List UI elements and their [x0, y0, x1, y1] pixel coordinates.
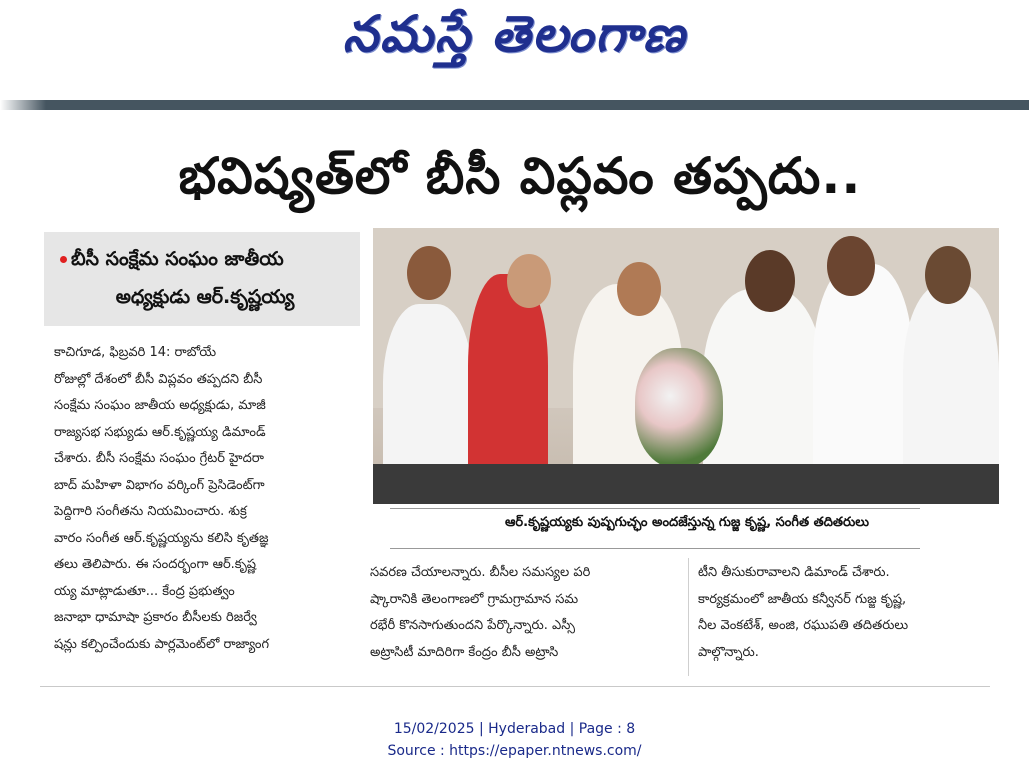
column-1-line: తలు తెలిపారు. ఈ సందర్భంగా ఆర్‌.కృష్ణ: [54, 557, 257, 572]
column-1-line: కాచిగూడ, ఫిబ్రవరి 14: రాబోయే: [54, 345, 217, 360]
caption-rule-bottom: [390, 548, 920, 549]
bouquet: [635, 348, 723, 468]
column-2-line: ష్కారానికి తెలంగాణలో గ్రామగ్రామాన సమ: [370, 591, 579, 607]
column-1-line: రాజ్యసభ సభ్యుడు ఆర్‌.కృష్ణయ్య డిమాండ్‌: [54, 424, 266, 440]
article-column-3: [698, 560, 998, 666]
photo-head: [407, 246, 451, 300]
column-3-line: పాల్గొన్నారు.: [698, 644, 759, 660]
bottom-rule: [40, 686, 990, 687]
column-1-line: య్య మాట్లాడుతూ... కేంద్ర ప్రభుత్వం: [54, 583, 235, 599]
page-footer: [0, 718, 1029, 762]
column-3-line: కార్యక్రమంలో జాతీయ కన్వీనర్‌ గుజ్జ కృష్ణ,: [698, 591, 907, 607]
bullet-icon: [60, 256, 67, 263]
column-1-line: చేశారు. బీసీ సంక్షేమ సంఘం గ్రేటర్‌ హైదరా: [54, 451, 264, 466]
photo-head: [745, 250, 795, 312]
newspaper-logo: నమస్తే తెలంగాణ: [342, 4, 687, 63]
caption-rule-top: [390, 508, 920, 509]
column-3-line: టీని తీసుకురావాలని డిమాండ్‌ చేశారు.: [698, 565, 890, 580]
column-2-line: అట్రాసిటీ మాదిరిగా కేంద్రం బీసీ అట్రాసి: [370, 644, 559, 660]
subheadline-line-2: అధ్యక్షుడు ఆర్‌.కృష్ణయ్య: [115, 286, 295, 308]
edition-info: 15/02/2025 | Hyderabad | Page : 8: [393, 721, 636, 737]
subheadline-box: [44, 232, 360, 326]
article-column-2: [370, 560, 675, 666]
column-1-line: సంక్షేమ సంఘం జాతీయ అధ్యక్షుడు, మాజీ: [54, 398, 266, 413]
column-1-line: రోజుల్లో దేశంలో బీసీ విప్లవం తప్పదని బీసీ: [54, 371, 263, 387]
column-3-line: నీల వెంకటేశ్‌, అంజి, రఘుపతి తదితరులు: [698, 618, 909, 633]
column-2-line: రభేరీ కొనసాగుతుందని పేర్కొన్నారు. ఎస్సీ: [370, 618, 576, 633]
photo-head: [617, 262, 661, 316]
photo-head: [827, 236, 875, 296]
column-2-line: సవరణ చేయాలన్నారు. బీసీల సమస్యల పరి: [370, 565, 591, 580]
article-column-1: [54, 340, 350, 658]
column-divider: [688, 558, 689, 676]
subheadline-line-1: [60, 240, 350, 278]
subheadline-text-1: బీసీ సంక్షేమ సంఘం జాతీయ: [71, 248, 284, 270]
masthead: [0, 0, 1029, 100]
article-headline: భవిష్యత్‌లో బీసీ విప్లవం తప్పదు..: [178, 147, 862, 205]
news-photo: [373, 228, 999, 504]
top-rule: [0, 100, 1029, 110]
column-1-line: వారం సంగీత ఆర్‌.కృష్ణయ్యను కలిసి కృతజ్ఞ: [54, 530, 269, 546]
top-rule-fade: [0, 100, 46, 110]
column-1-line: జనాభా ధామాషా ప్రకారం బీసీలకు రిజర్వే: [54, 610, 257, 625]
photo-caption: ఆర్‌.కృష్ణయ్యకు పుష్పగుచ్ఛం అందజేస్తున్న గుజ్జ కృష్ణ, సంగీత తదితరులు: [505, 515, 869, 530]
column-1-line: బాద్‌ మహిళా విభాగం వర్కింగ్‌ ప్రెసిడెంట్‌గా: [54, 477, 265, 493]
press-table-with-microphones: [373, 464, 999, 504]
photo-head: [507, 254, 551, 308]
column-1-line: షన్లు కల్పించేందుకు పార్లమెంట్‌లో రాజ్యాంగ: [54, 636, 270, 652]
column-1-line: పెద్దిగారి సంగీతను నియమించారు. శుక్ర: [54, 504, 247, 519]
photo-head: [925, 246, 971, 304]
source-link[interactable]: Source : https://epaper.ntnews.com/: [387, 743, 642, 759]
